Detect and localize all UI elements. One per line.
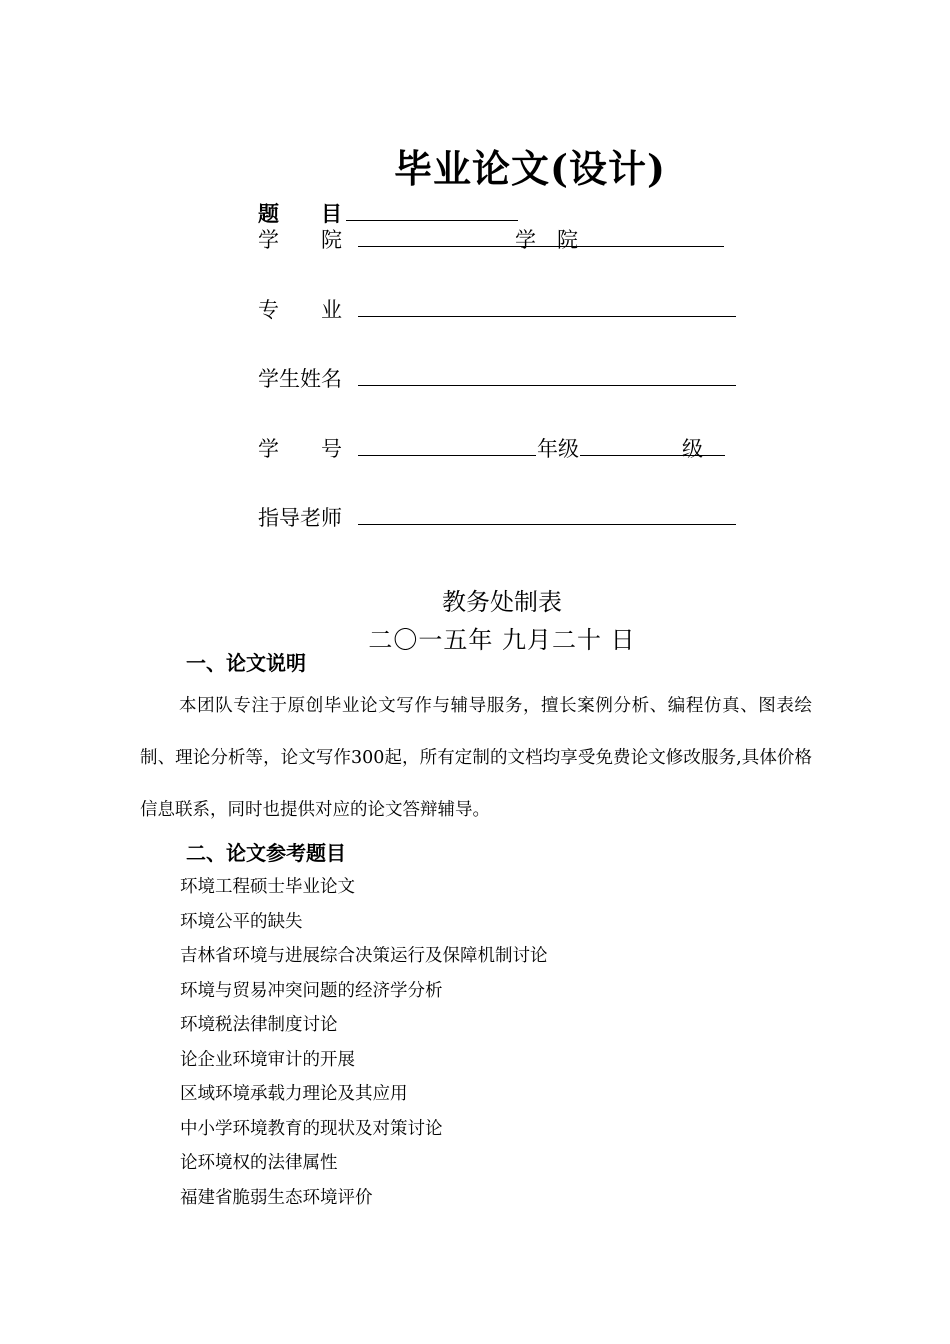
student-name-underline: [358, 365, 736, 386]
list-item: 中小学环境教育的现状及对策讨论: [180, 1118, 443, 1139]
section2-heading: 二、论文参考题目: [186, 841, 346, 865]
list-item: 吉林省环境与进展综合决策运行及保障机制讨论: [180, 946, 548, 966]
list-item: 论环境权的法律属性: [180, 1153, 338, 1173]
topic-label: 题 目: [258, 201, 342, 226]
document-title: 毕业论文(设计): [394, 146, 666, 191]
topic-underline: [346, 200, 518, 221]
advisor-label: 指导老师: [258, 506, 342, 530]
office-label: 教务处制表: [442, 588, 562, 616]
major-underline: [358, 296, 736, 317]
student-id-underline: [358, 435, 536, 456]
college-value: 学 院: [515, 228, 578, 252]
grade-suffix: 级: [682, 437, 703, 461]
grade-underline: [580, 435, 725, 456]
topic-list: [180, 870, 548, 1215]
list-item: 区域环境承载力理论及其应用: [180, 1084, 408, 1104]
section1-heading: 一、论文说明: [186, 651, 306, 675]
section1-paragraph: 本团队专注于原创毕业论文写作与辅导服务，擅长案例分析、编程仿真、图表绘制、理论分析等，论文写作300起，所有定制的文档均享受免费论文修改服务,具体价格信息联系，同时也提供对应的论文答辩辅导。: [140, 696, 812, 820]
list-item: 环境与贸易冲突问题的经济学分析: [180, 980, 443, 1001]
list-item: 福建省脆弱生态环境评价: [180, 1187, 373, 1208]
major-label: 专 业: [258, 298, 342, 322]
list-item: 环境税法律制度讨论: [180, 1015, 338, 1035]
grade-label: 年级: [537, 437, 579, 461]
advisor-underline: [358, 504, 736, 525]
student-name-label: 学生姓名: [258, 367, 342, 391]
document-date: 二〇一五年 九月二十 日: [368, 626, 636, 654]
list-item: 环境公平的缺失: [180, 911, 303, 932]
list-item: 论企业环境审计的开展: [180, 1049, 355, 1070]
student-id-label: 学 号: [258, 437, 342, 461]
college-label: 学 院: [258, 228, 342, 252]
list-item: 环境工程硕士毕业论文: [180, 877, 355, 897]
